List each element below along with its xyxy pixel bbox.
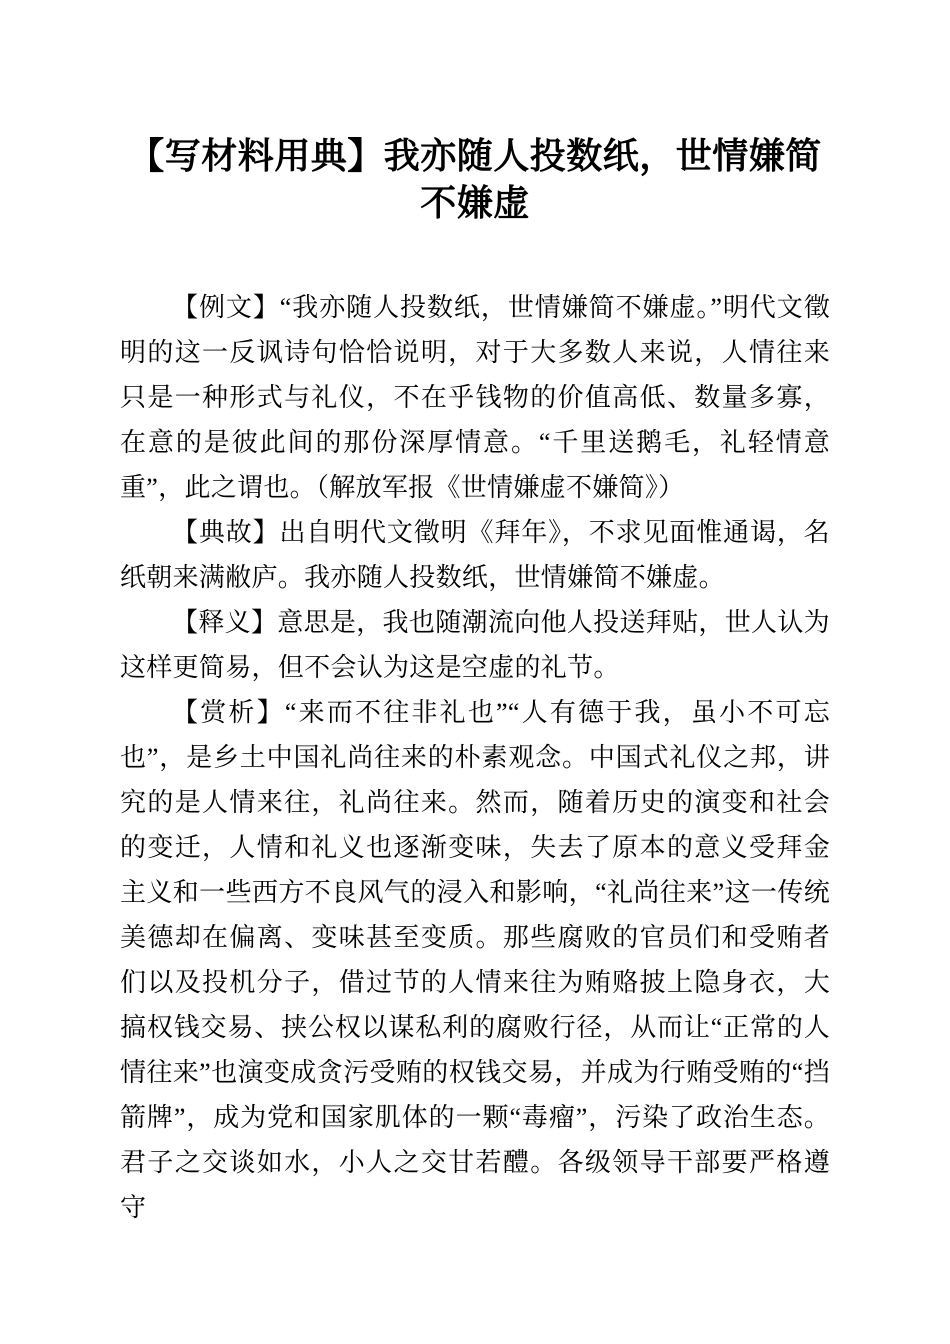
document-body [120,285,830,1230]
paragraph-diangu-allusion: 【典故】出自明代文徵明《拜年》，不求见面惟通谒，名纸朝来满敝庐。我亦随人投数纸，世情嫌简不嫌虚。 [120,518,830,592]
paragraph-shangxi-appreciation: 【赏析】“来而不往非礼也”“人有德于我，虽小不可忘也”，是乡土中国礼尚往来的朴素观念。中国式礼仪之邦，讲究的是人情来往，礼尚往来。然而，随着历史的演变和社会的变迁，人情和礼义也逐渐变味，失去了原本的意义受拜金主义和一些西方不良风气的浸入和影响，“礼尚往来”这一传统美德却在偏离、变味甚至变质。那些腐败的官员们和受贿者们以及投机分子，借过节的人情来往为贿赂披上隐身衣，大搞权钱交易、挟公权以谋私利的腐败行径，从而让“正常的人情往来”也演变成贪污受贿的权钱交易，并成为行贿受贿的“挡箭牌”，成为党和国家肌体的一颗“毒瘤”，污染了政治生态。君子之交谈如水，小人之交甘若醴。各级领导干部要严格遵守 [120,698,830,1222]
paragraph-liwen-example: 【例文】“我亦随人投数纸，世情嫌简不嫌虚。”明代文徵明的这一反讽诗句恰恰说明，对于大多数人来说，人情往来只是一种形式与礼仪，不在乎钱物的价值高低、数量多寡，在意的是彼此间的那份深厚情意。“千里送鹅毛，礼轻情意重”，此之谓也。（解放军报《世情嫌虚不嫌简》） [120,293,830,502]
document-title: 【写材料用典】我亦随人投数纸，世情嫌简不嫌虚 [128,136,822,223]
paragraph-shiyi-meaning: 【释义】意思是，我也随潮流向他人投送拜贴，世人认为这样更简易，但不会认为这是空虚的礼节。 [120,608,830,682]
